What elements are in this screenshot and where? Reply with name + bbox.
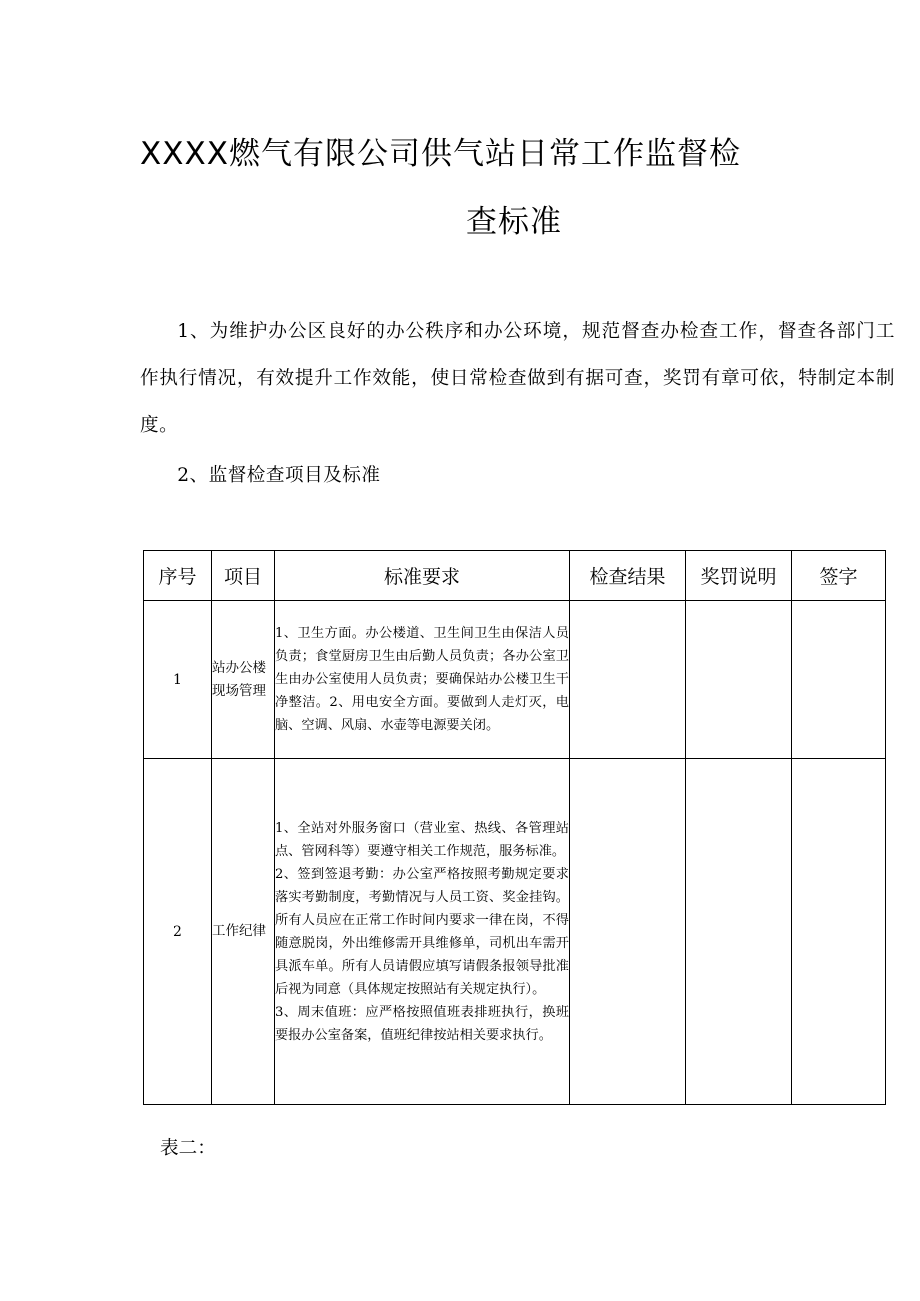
row-standard: [275, 759, 570, 1105]
header-item: 项目: [212, 551, 275, 601]
section-heading: 2、监督检查项目及标准: [177, 465, 381, 486]
table-row: [144, 759, 886, 1105]
table-two-label: 表二：: [160, 1138, 216, 1159]
header-reward: 奖罚说明: [686, 551, 792, 601]
row-item: 站办公楼现场管理: [212, 601, 275, 759]
inspection-standard-table: [143, 550, 886, 1105]
row-reward: [686, 759, 792, 1105]
standard-text: 3、周末值班：应严格按照值班表排班执行，换班要报办公室备案，值班纪律按站相关要求执行。: [275, 1004, 569, 1043]
standard-text: 1、全站对外服务窗口（营业室、热线、各管理站点、管网科等）要遵守相关工作规范，服务标准。: [275, 820, 569, 859]
row-number: 2: [144, 759, 212, 1105]
row-standard: [275, 601, 570, 759]
table-row: [144, 601, 886, 759]
row-sign: [792, 601, 886, 759]
standard-text: 1、卫生方面。办公楼道、卫生间卫生由保洁人员负责；食堂厨房卫生由后勤人员负责；各办公室卫生由办公室使用人员负责；要确保站办公楼卫生干净整洁。2、用电安全方面。要做到人走灯灭，电脑、空调、风扇、水壶等电源要关闭。: [275, 626, 569, 733]
intro-paragraph: 1、为维护办公区良好的办公秩序和办公环境，规范督查办检查工作，督查各部门工作执行情况，有效提升工作效能，使日常检查做到有据可查，奖罚有章可依，特制定本制度。: [140, 321, 895, 436]
header-sign: 签字: [792, 551, 886, 601]
header-standard: 标准要求: [275, 551, 570, 601]
row-reward: [686, 601, 792, 759]
document-title-line2: 查标准: [466, 204, 562, 240]
standard-text: 2、签到签退考勤：办公室严格按照考勤规定要求落实考勤制度，考勤情况与人员工资、奖金挂钩。所有人员应在正常工作时间内要求一律在岗，不得随意脱岗，外出维修需开具维修单，司机出车需开具派车单。所有人员请假应填写请假条报领导批准后视为同意（具体规定按照站有关规定执行）。: [275, 866, 569, 997]
table-header-row: [144, 551, 886, 601]
row-item: 工作纪律: [212, 759, 275, 1105]
header-number: 序号: [144, 551, 212, 601]
header-result: 检查结果: [570, 551, 686, 601]
row-result: [570, 759, 686, 1105]
row-result: [570, 601, 686, 759]
row-sign: [792, 759, 886, 1105]
document-title-line1: XXXX燃气有限公司供气站日常工作监督检: [140, 136, 741, 172]
row-number: 1: [144, 601, 212, 759]
